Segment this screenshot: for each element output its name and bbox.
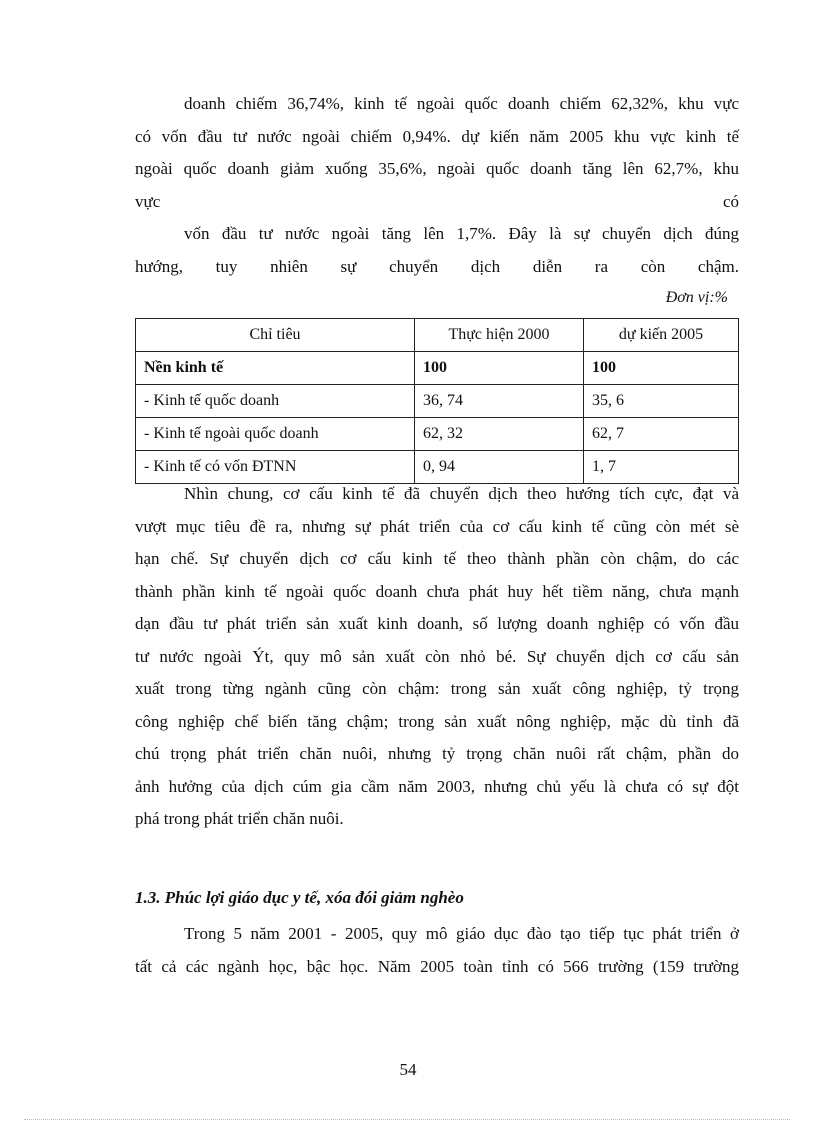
- footer-divider: [24, 1119, 790, 1120]
- table-cell: 1, 7: [584, 451, 739, 484]
- text-line: vượt mục tiêu đề ra, nhưng sự phát triển của cơ cấu kinh tế cũng còn mét sè: [135, 516, 739, 536]
- text-line: vực có: [135, 191, 739, 211]
- text-line: dạn đầu tư phát triển sản xuất kinh doanh, số lượng doanh nghiệp có vốn đầu: [135, 614, 739, 633]
- text-line: phá trong phát triển chăn nuôi.: [135, 809, 344, 828]
- table-cell: - Kinh tế quốc doanh: [136, 385, 415, 418]
- paragraph-education: [135, 918, 739, 983]
- unit-label: Đơn vị:%: [665, 289, 728, 306]
- text-line: tất cả các ngành học, bậc học. Năm 2005 toàn tỉnh có 566 trường (159 trường: [135, 956, 739, 976]
- table-header-cell: Thực hiện 2000: [415, 319, 584, 352]
- text-line: có vốn đầu tư nước ngoài chiếm 0,94%. dự kiến năm 2005 khu vực kinh tế: [135, 126, 739, 146]
- text-line: vốn đầu tư nước ngoài tăng lên 1,7%. Đây là sự chuyển dịch đúng: [184, 224, 739, 243]
- table-cell: 100: [415, 352, 584, 385]
- text-line: thành phần kinh tế ngoài quốc doanh chưa phát huy hết tiềm năng, chưa mạnh: [135, 581, 739, 601]
- table-header-cell: dự kiến 2005: [584, 319, 739, 352]
- text-line: hướng, tuy nhiên sự chuyển dịch diễn ra còn chậm.: [135, 256, 739, 276]
- table-row: [136, 418, 739, 451]
- text-line: hạn chế. Sự chuyển dịch cơ cấu kinh tế theo thành phần còn chậm, do các: [135, 549, 739, 568]
- text-line: xuất trong từng ngành cũng còn chậm: trong sản xuất công nghiệp, tỷ trọng: [135, 679, 739, 698]
- economic-structure-table: [135, 318, 739, 484]
- table-cell: 62, 32: [415, 418, 584, 451]
- table-cell: 62, 7: [584, 418, 739, 451]
- text-line: doanh chiếm 36,74%, kinh tế ngoài quốc doanh chiếm 62,32%, khu vực: [184, 94, 739, 113]
- text-line: công nghiệp chế biến tăng chậm; trong sản xuất nông nghiệp, mặc dù tỉnh đã: [135, 711, 739, 731]
- table-cell: 0, 94: [415, 451, 584, 484]
- table-cell: - Kinh tế có vốn ĐTNN: [136, 451, 415, 484]
- text-line: tư nước ngoài Ýt, quy mô sản xuất còn nhỏ bé. Sự chuyển dịch cơ cấu sản: [135, 646, 739, 666]
- table-header-cell: Chỉ tiêu: [136, 319, 415, 352]
- paragraph-economic-structure: [135, 88, 739, 283]
- text-line: Nhìn chung, cơ cấu kinh tế đã chuyển dịch theo hướng tích cực, đạt và: [184, 484, 739, 503]
- table-cell: Nền kinh tế: [136, 352, 415, 385]
- table-row: [136, 352, 739, 385]
- text-line: chú trọng phát triển chăn nuôi, nhưng tỷ trọng chăn nuôi rất chậm, phần do: [135, 744, 739, 763]
- table-cell: - Kinh tế ngoài quốc doanh: [136, 418, 415, 451]
- table-cell: 36, 74: [415, 385, 584, 418]
- table-cell: 100: [584, 352, 739, 385]
- table-header-row: [136, 319, 739, 352]
- text-line: ngoài quốc doanh giảm xuống 35,6%, ngoài quốc doanh tăng lên 62,7%, khu: [135, 159, 739, 178]
- text-line: Trong 5 năm 2001 - 2005, quy mô giáo dục đào tạo tiếp tục phát triển ở: [184, 924, 739, 943]
- paragraph-assessment: [135, 478, 739, 836]
- table-row: [136, 385, 739, 418]
- section-heading: 1.3. Phúc lợi giáo dục y tế, xóa đói giảm nghèo: [135, 888, 464, 907]
- page-number: 54: [399, 1060, 417, 1079]
- table-cell: 35, 6: [584, 385, 739, 418]
- text-line: ảnh hưởng của dịch cúm gia cầm năm 2003, nhưng chủ yếu là chưa có sự đột: [135, 776, 739, 796]
